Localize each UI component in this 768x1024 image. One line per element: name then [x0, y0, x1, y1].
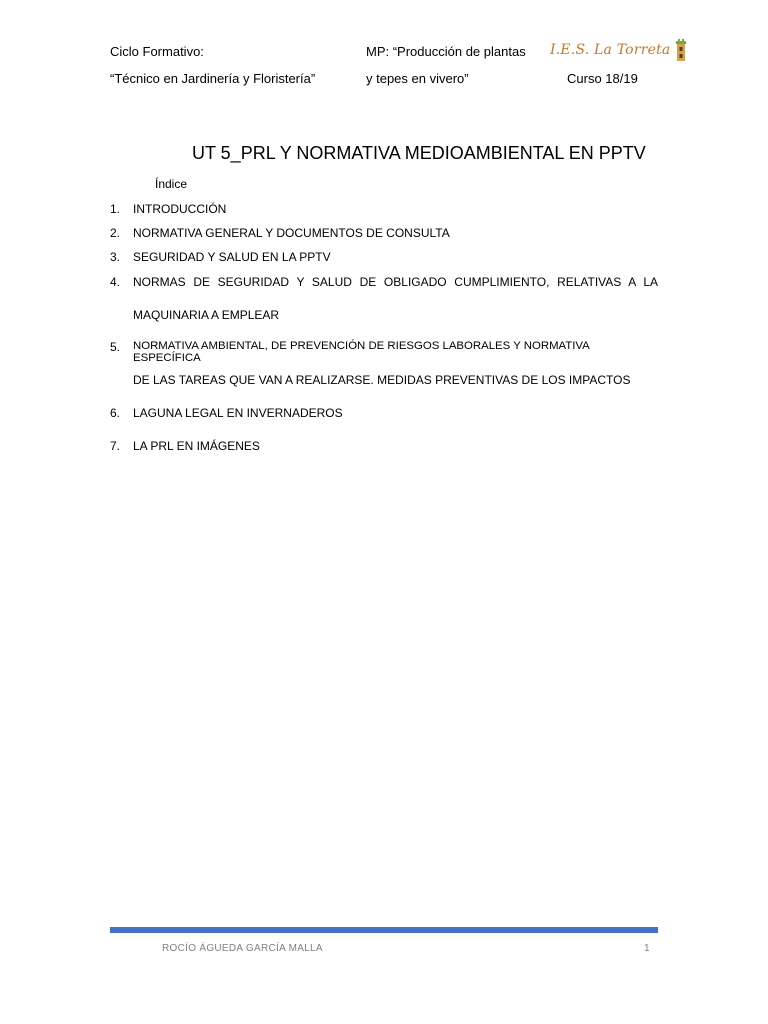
index-item-text: INTRODUCCIÓN [133, 202, 227, 216]
page-number: 1 [644, 943, 650, 954]
logo-text: I.E.S. La Torreta [550, 42, 671, 58]
index-item-text: NORMAS DE SEGURIDAD Y SALUD DE OBLIGADO CUMPLIMIENTO, RELATIVAS A LA [133, 275, 658, 289]
index-item-2 [110, 226, 658, 242]
index-item-4 [110, 275, 658, 325]
ciclo-label: Ciclo Formativo: [110, 44, 204, 59]
index-item-number: 7. [110, 439, 121, 453]
index-item-text-continued: DE LAS TAREAS QUE VAN A REALIZARSE. MEDIDAS PREVENTIVAS DE LOS IMPACTOS [133, 373, 631, 387]
index-item-text: NORMATIVA GENERAL Y DOCUMENTOS DE CONSULTA [133, 226, 450, 240]
index-item-number: 6. [110, 406, 121, 420]
index-item-number: 4. [110, 275, 121, 289]
index-item-text-continued: MAQUINARIA A EMPLEAR [133, 308, 280, 322]
index-heading: Índice [155, 177, 188, 191]
mp-line2: y tepes en vivero” [366, 71, 469, 86]
index-item-number: 1. [110, 202, 121, 216]
curso-label: Curso 18/19 [567, 71, 638, 86]
index-item-number: 2. [110, 226, 121, 240]
index-item-text: SEGURIDAD Y SALUD EN LA PPTV [133, 250, 331, 264]
index-item-text: NORMATIVA AMBIENTAL, DE PREVENCIÓN DE RIESGOS LABORALES Y NORMATIVA ESPECÍFICA [133, 340, 590, 364]
mp-line1: MP: “Producción de plantas [366, 44, 526, 59]
index-item-6 [110, 406, 658, 422]
index-item-text: LA PRL EN IMÁGENES [133, 439, 260, 453]
index-item-number: 3. [110, 250, 121, 264]
index-item-number: 5. [110, 340, 121, 354]
index-item-7 [110, 439, 658, 455]
footer-divider [110, 927, 658, 933]
ciclo-name: “Técnico en Jardinería y Floristería” [110, 71, 316, 86]
index-item-1 [110, 202, 658, 218]
index-item-3 [110, 250, 658, 266]
index-item-text: LAGUNA LEGAL EN INVERNADEROS [133, 406, 343, 420]
tower-icon [673, 37, 689, 63]
document-title: UT 5_PRL Y NORMATIVA MEDIOAMBIENTAL EN PPTV [192, 143, 646, 163]
footer-author: ROCÍO ÁGUEDA GARCÍA MALLA [162, 943, 323, 954]
school-logo [550, 36, 689, 64]
index-item-5 [110, 340, 658, 390]
